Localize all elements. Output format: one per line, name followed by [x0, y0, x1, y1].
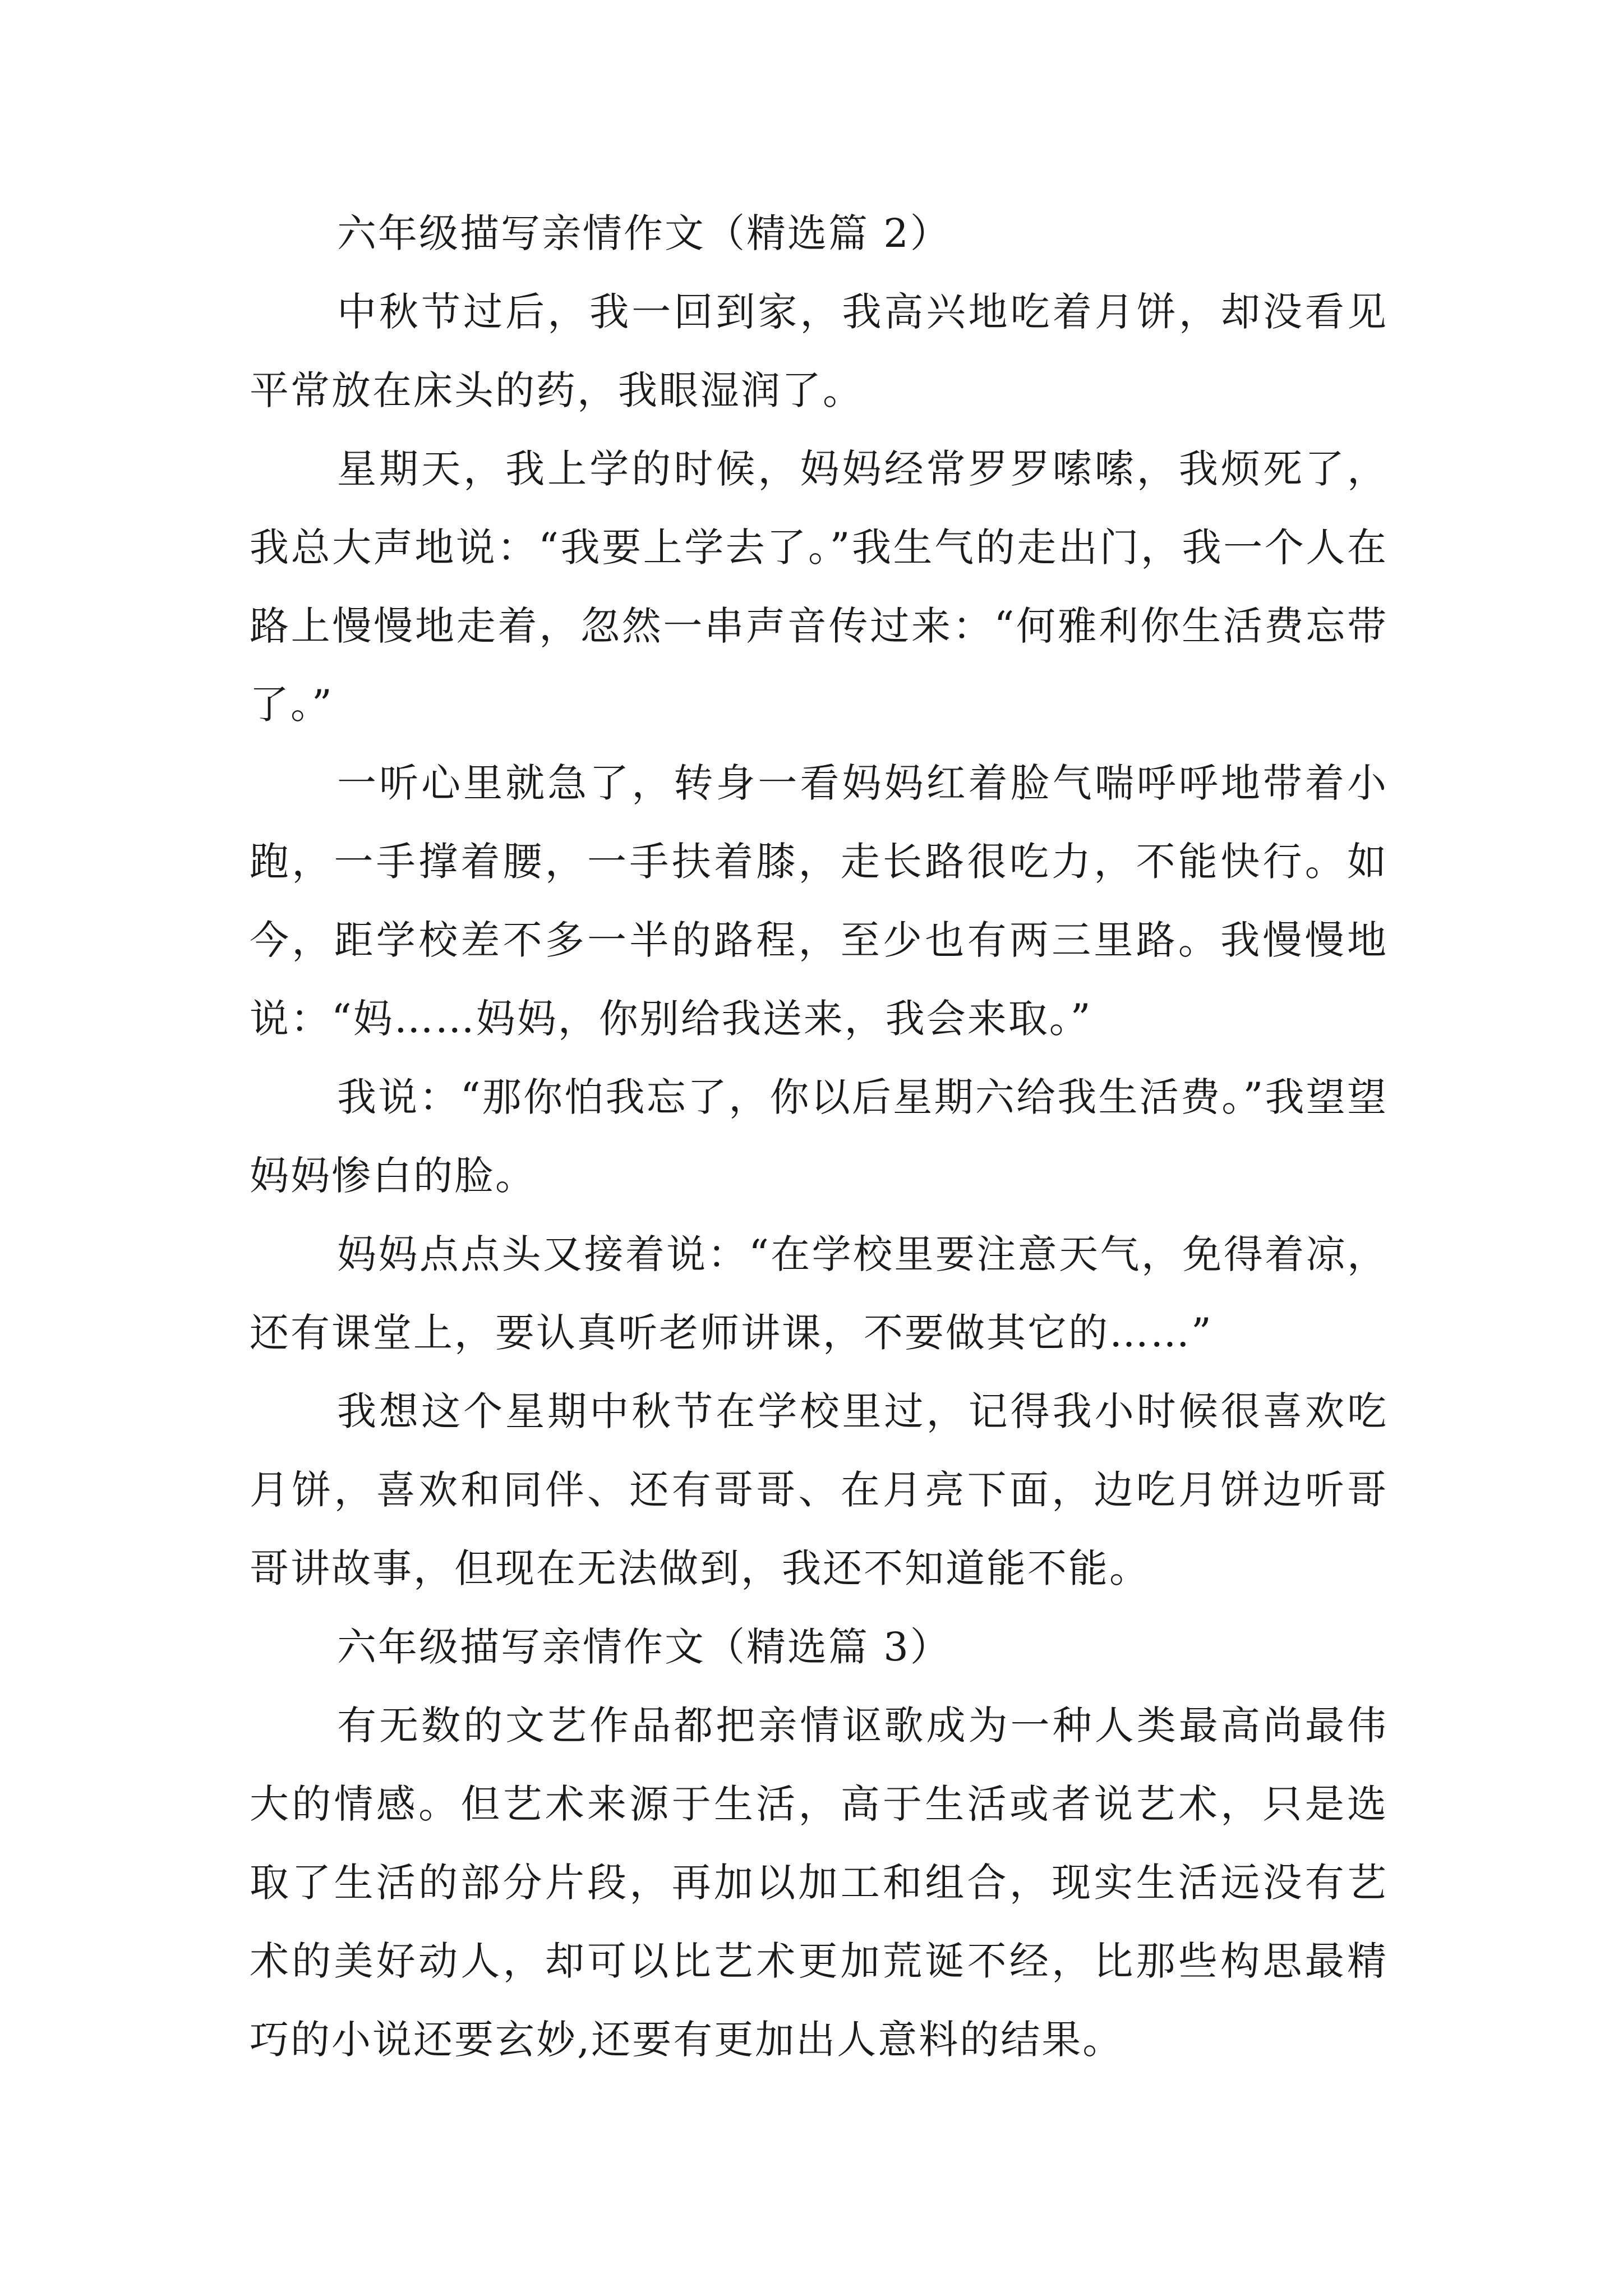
section-title: 六年级描写亲情作文（精选篇 3） [337, 1624, 951, 1670]
paragraph: 我说：“那你怕我忘了，你以后星期六给我生活费。”我望望妈妈惨白的脸。 [250, 1074, 1388, 1199]
paragraph: 我想这个星期中秋节在学校里过，记得我小时候很喜欢吃月饼，喜欢和同伴、还有哥哥、在月亮下面，边吃月饼边听哥哥讲故事，但现在无法做到，我还不知道能不能。 [250, 1388, 1388, 1591]
paragraph: 中秋节过后，我一回到家，我高兴地吃着月饼，却没看见平常放在床头的药，我眼湿润了。 [250, 289, 1388, 413]
paragraph: 妈妈点点头又接着说：“在学校里要注意天气，免得着凉，还有课堂上，要认真听老师讲课，不要做其它的……” [250, 1231, 1388, 1356]
paragraph: 有无数的文艺作品都把亲情讴歌成为一种人类最高尚最伟大的情感。但艺术来源于生活，高于生活或者说艺术，只是选取了生活的部分片段，再加以加工和组合，现实生活远没有艺术的美好动人，却可以比艺术更加荒诞不经，比那些构思最精巧的小说还要玄妙,还要有更加出人意料的结果。 [250, 1703, 1388, 2063]
document-body [250, 194, 1388, 2079]
section-title: 六年级描写亲情作文（精选篇 2） [337, 210, 951, 256]
paragraph: 一听心里就急了，转身一看妈妈红着脸气喘呼呼地带着小跑，一手撑着腰，一手扶着膝，走长路很吃力，不能快行。如今，距学校差不多一半的路程，至少也有两三里路。我慢慢地说：“妈……妈妈，你别给我送来，我会来取。” [250, 760, 1388, 1042]
paragraph: 星期天，我上学的时候，妈妈经常罗罗嗦嗦，我烦死了，我总大声地说：“我要上学去了。”我生气的走出门，我一个人在路上慢慢地走着，忽然一串声音传过来：“何雅利你生活费忘带了。” [250, 446, 1388, 728]
